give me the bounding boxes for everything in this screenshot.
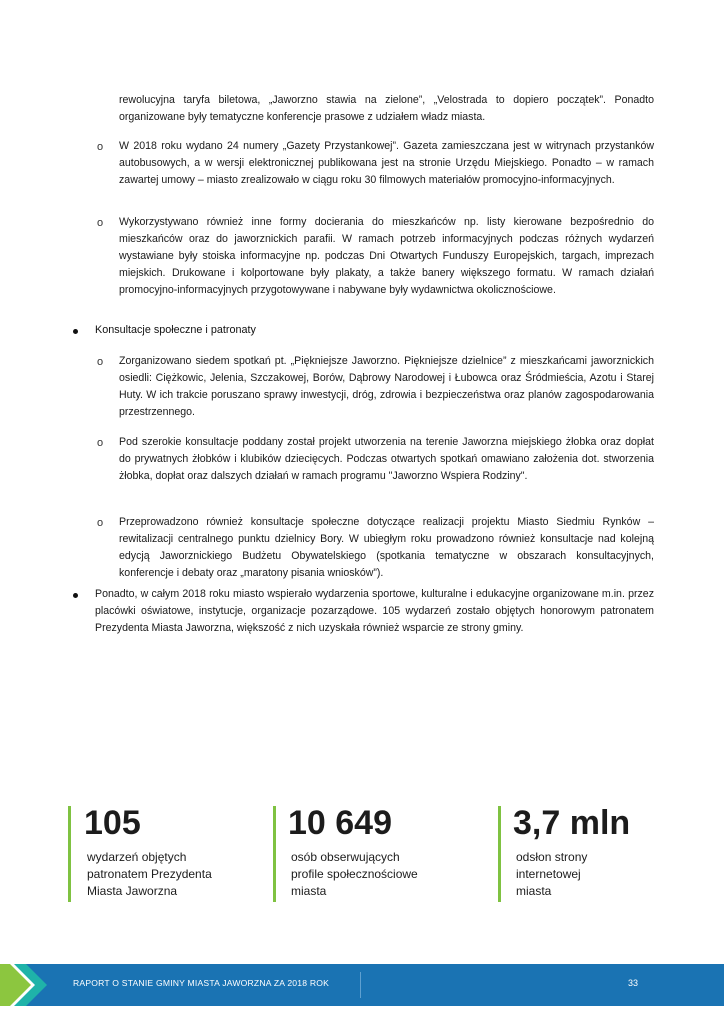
stat-desc-events: wydarzeń objętych patronatem Prezydenta Miasta Jaworzna bbox=[87, 850, 212, 898]
bullet-dot bbox=[73, 329, 78, 334]
footer-bar bbox=[0, 964, 724, 1006]
section-heading: Konsultacje społeczne i patronaty bbox=[95, 324, 256, 336]
sub-bullet-marker: o bbox=[97, 356, 104, 368]
chevron-right-icon bbox=[0, 964, 56, 1006]
paragraph-seven-markets: Przeprowadzono również konsultacje społeczne dotyczące realizacji projektu Miasto Siedmiu Rynków – rewitalizacji centralnego punktu dzielnicy Bory. W ubiegłym roku prowadzono również konsultacje nad kolejną edycją Jaworznickiego Budżetu Obywatelskiego (spotkania tematyczne w obszarach konsultacyjnych, konferencje i debaty oraz „maratony pisania wniosków”). bbox=[119, 516, 654, 579]
stat-accent-bar bbox=[498, 806, 501, 902]
stat-desc-followers: osób obserwujących profile społecznościowe miasta bbox=[291, 850, 418, 898]
stat-accent-bar bbox=[68, 806, 71, 902]
sub-bullet-marker: o bbox=[97, 437, 104, 449]
sub-bullet-marker: o bbox=[97, 517, 104, 529]
paragraph-tariff-campaigns: rewolucyjna taryfa biletowa, „Jaworzno stawia na zielone”, „Velostrada to dopiero początek”. Ponadto organizowane były tematyczne konferencje prasowe z udziałem władz miasta. bbox=[119, 94, 654, 123]
bullet-dot bbox=[73, 593, 78, 598]
stat-accent-bar bbox=[273, 806, 276, 902]
stat-value-events: 105 bbox=[84, 804, 141, 842]
paragraph-gazeta-przystankowa: W 2018 roku wydano 24 numery „Gazety Przystankowej”. Gazeta zamieszczana jest w witrynach przystanków autobusowych, a w wersji elektronicznej publikowana jest na stronie Urzędu Miejskiego. Ponadto – w ramach zawartej umowy – miasto zrealizowało w ciągu roku 30 filmowych materiałów promocyjno-informacyjnych. bbox=[119, 140, 654, 186]
paragraph-other-forms: Wykorzystywano również inne formy docierania do mieszkańców np. listy kierowane bezpośrednio do mieszkańców oraz do jaworznickich parafii. W ramach potrzeb informacyjnych podczas różnych wydarzeń wystawiane były stoiska informacyjne np. podczas Dni Otwartych Funduszy Europejskich, targach, imprezach miejskich. Drukowane i kolportowane były plakaty, a także banery większego formatu. W ramach działań promocyjno-informacyjnych przygotowywane i nabywane były wydawnictwa okolicznościowe. bbox=[119, 216, 654, 296]
paragraph-patronage: Ponadto, w całym 2018 roku miasto wspierało wydarzenia sportowe, kulturalne i edukacyjne organizowane m.in. przez placówki oświatowe, instytucje, organizacje pozarządowe. 105 wydarzeń zostało objętych honorowym patronatem Prezydenta Miasta Jaworzna, większość z nich uzyskała również wsparcie ze strony gminy. bbox=[95, 588, 654, 634]
stat-value-pageviews: 3,7 mln bbox=[513, 804, 631, 842]
footer-divider bbox=[360, 972, 361, 998]
stat-value-followers: 10 649 bbox=[288, 804, 392, 842]
page-number: 33 bbox=[628, 978, 639, 988]
stat-desc-pageviews: odsłon strony internetowej miasta bbox=[516, 850, 588, 898]
paragraph-nursery-consultations: Pod szerokie konsultacje poddany został projekt utworzenia na terenie Jaworzna miejskiego żłobka oraz dopłat do prywatnych żłobków i klubików dziecięcych. Podczas otwartych spotkań omawiano założenia dot. stworzenia żłobka, dopłat oraz dalszych działań w ramach programu "Jaworzno Wspiera Rodziny". bbox=[119, 436, 654, 482]
sub-bullet-marker: o bbox=[97, 141, 104, 153]
sub-bullet-marker: o bbox=[97, 217, 104, 229]
footer-title: RAPORT O STANIE GMINY MIASTA JAWORZNA ZA 2018 ROK bbox=[73, 978, 330, 988]
paragraph-meetings: Zorganizowano siedem spotkań pt. „Piękniejsze Jaworzno. Piękniejsze dzielnice” z mieszkańcami jaworznickich osiedli: Ciężkowic, Jelenia, Szczakowej, Borów, Dąbrowy Narodowej i Łubowca oraz Śródmieścia, Azotu i Starej Huty. W ich trakcie poruszano sprawy inwestycji, dróg, zdrowia i bezpieczeństwa oraz planów zagospodarowania przestrzennego. bbox=[119, 355, 654, 418]
